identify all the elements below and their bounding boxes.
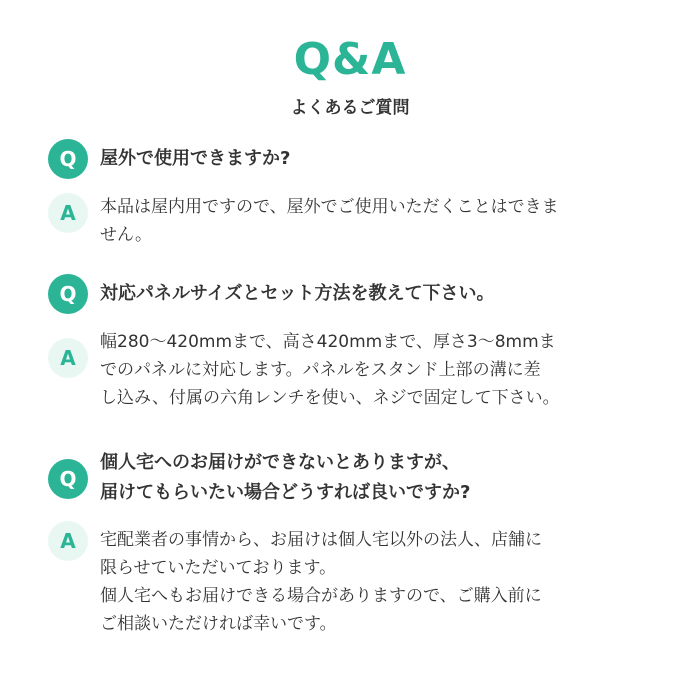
question-text: 屋外で使用できますか? [100, 148, 291, 169]
question-badge: Q [48, 139, 88, 179]
question-badge: Q [48, 459, 88, 499]
answer-text: 本品は屋内用ですので、屋外でご使用いただくことはできま せん。 [100, 197, 559, 245]
answer-text: 幅280〜420mmまで、高さ420mmまで、厚さ3〜8mmま でのパネルに対応します。パネルをスタンド上部の溝に差 し込み、付属の六角レンチを使い、ネジで固定して下さい。 [100, 332, 560, 408]
page-subtitle: よくあるご質問 [290, 98, 410, 118]
answer-badge: A [48, 193, 88, 233]
question-badge: Q [48, 274, 88, 314]
page-title: Q&A [293, 34, 407, 85]
question-text: 対応パネルサイズとセット方法を教えて下さい。 [100, 283, 495, 304]
answer-text: 宅配業者の事情から、お届けは個人宅以外の法人、店舗に 限らせていただいております。 個人宅へもお届けできる場合がありますので、ご購入前に ご相談いただければ幸いです。 [100, 530, 542, 634]
question-text: 個人宅へのお届けができないとありますが、 届けてもらいたい場合どうすれば良いですか? [100, 452, 471, 503]
answer-badge: A [48, 338, 88, 378]
answer-badge: A [48, 521, 88, 561]
